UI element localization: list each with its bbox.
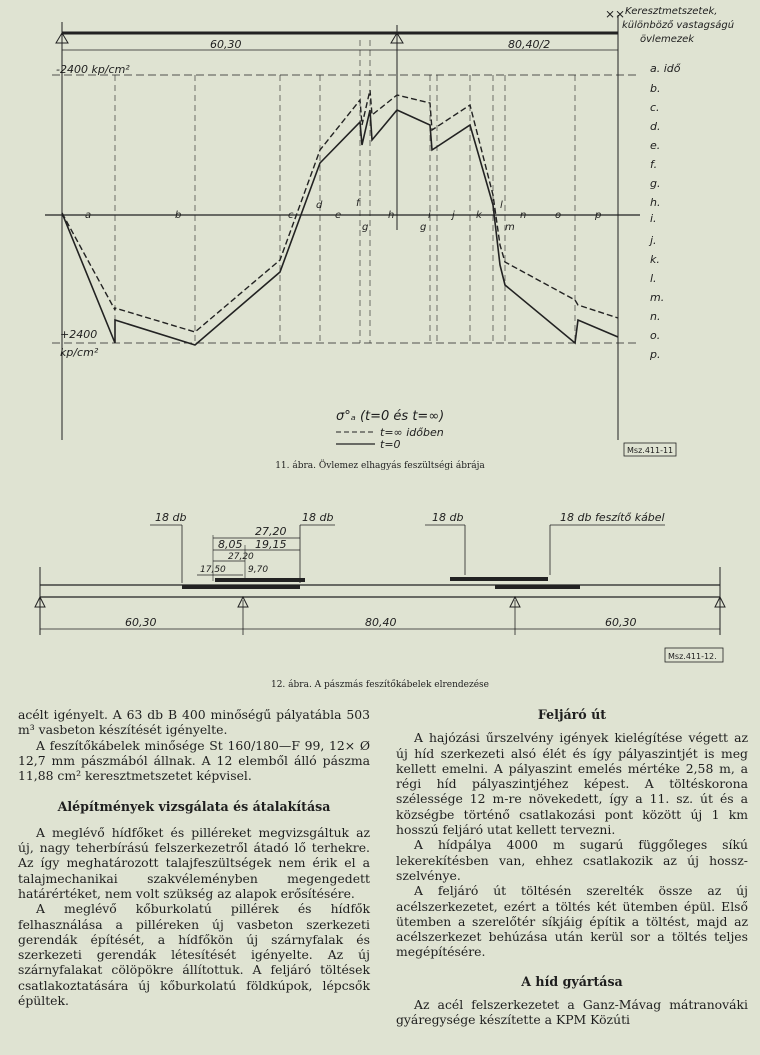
segment-label: h: [388, 210, 395, 221]
row-label: h.: [650, 196, 661, 209]
dimension-label: 27,20: [228, 552, 254, 562]
span-left-label: 60,30: [210, 38, 242, 51]
dimension-label: 9,70: [248, 565, 269, 575]
dimension-label: 8,05: [218, 538, 243, 551]
stress-bottom-label-2: kp/cm²: [60, 346, 99, 359]
paragraph: acélt igényelt. A 63 db B 400 minőségű pályatábla 503 m³ vasbeton készítését igényelte.: [18, 707, 370, 738]
stress-bottom-label-1: +2400: [60, 328, 98, 341]
legend-title: σ°ₐ (t=0 és t=∞): [336, 409, 445, 424]
segment-label: n: [520, 210, 527, 221]
cross-section-label-1: Keresztmetszetek,: [625, 6, 718, 17]
section-heading: Feljáró út: [537, 707, 607, 722]
segment-label: b: [175, 210, 182, 221]
dimension-label: 19,15: [255, 538, 287, 551]
segment-label: m: [505, 222, 515, 233]
segment-label: i: [428, 210, 431, 221]
row-label: n.: [650, 310, 661, 323]
paragraph: A meglévő kőburkolatú pillérek és hídfők felhasználása a pilléreken új vasbeton szerkezeti gerendák építését, a hídfőkön új szárnyfalak és szerkezeti gerendák létesítését igényelte. Az új szárnyfalakat cölöpökre állítottuk. A feljáró töltések csatlakoztatására új kőburkolatú földkúpok, lépcsők épültek.: [18, 901, 370, 1009]
legend-dashed-label: t=∞ időben: [380, 426, 444, 439]
paragraph: A feszítőkábelek minősége St 160/180—F 99, 12× Ø 12,7 mm pászmából állnak. A 12 elemből álló pászma 11,88 cm² keresztmetszetet képvisel.: [18, 737, 370, 784]
cross-section-label-3: övlemezek: [640, 34, 695, 45]
row-label: d.: [650, 120, 661, 133]
segment-label: a: [85, 210, 92, 221]
figure-code: Msz.411-11: [627, 446, 674, 455]
stress-top-label: -2400 kp/cm²: [56, 63, 130, 76]
segment-label: j: [452, 210, 455, 221]
left-column: [18, 707, 370, 1008]
row-label: p.: [650, 348, 661, 361]
cable-count-label: 18 db: [302, 511, 334, 524]
span-right-label: 80,40/2: [508, 38, 551, 51]
section-heading: A híd gyártása: [521, 973, 623, 989]
row-label: e.: [650, 139, 661, 152]
cable-count-label: 18 db: [432, 511, 464, 524]
paragraph: A hídpálya 4000 m sugarú függőleges síkú lekerekítésben van, ehhez csatlakozik az új hossz-szelvénye.: [396, 837, 748, 883]
row-label: o.: [650, 329, 661, 342]
section-heading: Alépítmények vizsgálata és átalakítása: [57, 799, 331, 815]
row-label: a. idő: [650, 62, 681, 75]
figure-11-diagram: [0, 0, 760, 458]
row-label: l.: [650, 272, 657, 285]
figure-code: Msz.411-12.: [668, 652, 717, 661]
figure-12-caption: 12. ábra. A pászmás feszítőkábelek elrendezése: [270, 680, 489, 690]
span-label: 60,30: [125, 616, 157, 629]
segment-label: e: [335, 210, 342, 221]
figure-11-caption: 11. ábra. Övlemez elhagyás feszültségi ábrája: [275, 461, 485, 471]
row-label: c.: [650, 101, 660, 114]
row-label: k.: [650, 253, 660, 266]
row-label: g.: [650, 177, 661, 190]
cable-count-label: 18 db: [155, 511, 187, 524]
row-label: j.: [650, 234, 657, 247]
row-label: i.: [650, 212, 657, 225]
cross-symbol: ⨯⨯: [605, 7, 626, 21]
segment-label: d: [316, 200, 323, 211]
cable-description-label: 18 db feszítő kábel: [560, 511, 665, 524]
paragraph: A hajózási űrszelvény igények kielégítése végett az új híd szerkezeti alsó élét és így pályaszintjét is meg kellett emelni. A pályaszint emelés mértéke 2,58 m, a régi híd pályaszintjéhez képest. A töltéskorona szélessége 12 m-re növekedett, így a 11. sz. út és a községbe történő csatlakozási pont között új 1 km hosszú feljáró utat kellett tervezni.: [396, 730, 748, 838]
paragraph: A feljáró út töltésén szerelték össze az új acélszerkezetet, ezért a töltés két ütemben épül. Első ütemben a szerelőtér síkjáig építik a töltést, majd az acélszerkezet behúzása után kerül sor a töltés teljes megépítésére.: [396, 883, 748, 960]
dimension-label: 17,50: [200, 565, 226, 575]
row-label: f.: [650, 158, 658, 171]
segment-label: f: [356, 198, 360, 209]
paragraph: Az acél felszerkezetet a Ganz-Mávag mátranováki gyáregysége készítette a KPM Közúti: [396, 997, 748, 1028]
figure-12-diagram: [0, 505, 760, 675]
segment-label: l: [500, 200, 503, 211]
paragraph: A meglévő hídfőket és pilléreket megvizsgáltuk az új, nagy teherbírású felszerkezetről átadó lő terhekre. Az így meghatározott talajfeszültségek nem érik el a talajmechanikai szakvéleményben megengedett határértéket, nem volt szükség az alapok erősítésére.: [18, 824, 370, 901]
span-label: 80,40: [365, 616, 397, 629]
row-label: m.: [650, 291, 665, 304]
row-label: b.: [650, 82, 661, 95]
segment-label: g: [362, 222, 369, 233]
segment-label: c: [288, 210, 294, 221]
segment-label: k: [476, 210, 482, 221]
right-column: [396, 707, 748, 1028]
segment-label: g: [420, 222, 427, 233]
cross-section-label-2: különböző vastagságú: [622, 20, 735, 31]
legend-solid-label: t=0: [380, 438, 401, 451]
segment-label: p: [595, 210, 602, 221]
dimension-label: 27,20: [255, 525, 287, 538]
span-label: 60,30: [605, 616, 637, 629]
segment-label: o: [555, 210, 562, 221]
